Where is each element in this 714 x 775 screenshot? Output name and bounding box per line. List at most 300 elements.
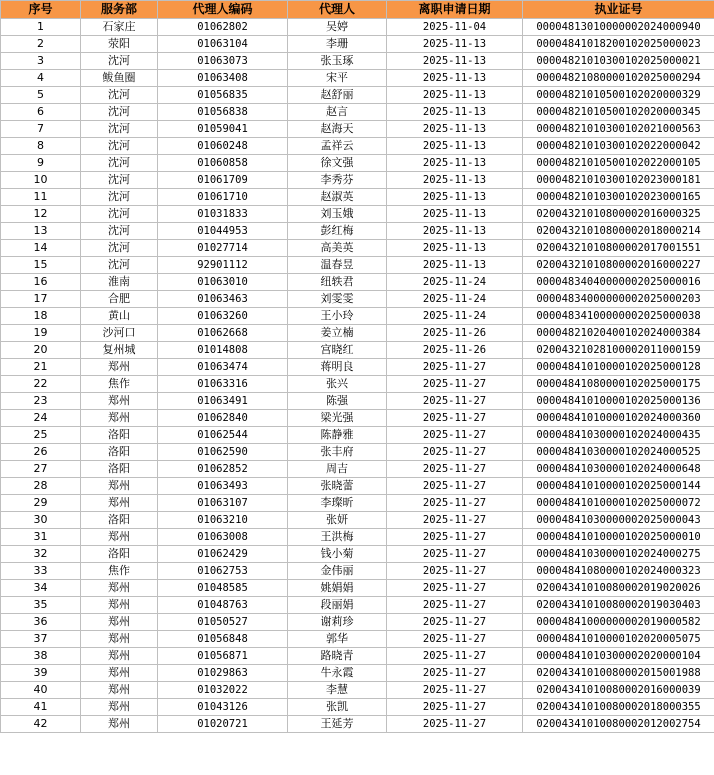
- table-row: [1, 699, 714, 716]
- cell-agent-name: 陈静雅: [288, 427, 387, 444]
- cell-service-dept: 郑州: [81, 580, 158, 597]
- cell-serial: 27: [1, 461, 81, 478]
- cell-agent-code: 01029863: [158, 665, 288, 682]
- cell-agent-code: 01062840: [158, 410, 288, 427]
- cell-agent-code: 01059041: [158, 121, 288, 138]
- cell-license-no: 02004321010800002016000227: [523, 257, 714, 274]
- cell-serial: 36: [1, 614, 81, 631]
- cell-agent-code: 01043126: [158, 699, 288, 716]
- table-row: [1, 19, 714, 36]
- cell-license-no: 00004821010300102023000181: [523, 172, 714, 189]
- cell-agent-code: 01062668: [158, 325, 288, 342]
- cell-resign-date: 2025-11-27: [387, 512, 523, 529]
- cell-service-dept: 郑州: [81, 597, 158, 614]
- table-row: [1, 325, 714, 342]
- cell-resign-date: 2025-11-13: [387, 189, 523, 206]
- cell-agent-code: 01063210: [158, 512, 288, 529]
- cell-agent-name: 张兴: [288, 376, 387, 393]
- cell-resign-date: 2025-11-27: [387, 648, 523, 665]
- cell-serial: 1: [1, 19, 81, 36]
- cell-agent-code: 01060858: [158, 155, 288, 172]
- cell-agent-code: 01063008: [158, 529, 288, 546]
- cell-license-no: 00004841010000102025000072: [523, 495, 714, 512]
- table-row: [1, 393, 714, 410]
- cell-license-no: 00004821010500102020000345: [523, 104, 714, 121]
- cell-license-no: 00004841010000102025000128: [523, 359, 714, 376]
- cell-license-no: 00004841010000102024000360: [523, 410, 714, 427]
- cell-license-no: 00004841030000102024000648: [523, 461, 714, 478]
- table-row: [1, 87, 714, 104]
- cell-serial: 18: [1, 308, 81, 325]
- cell-service-dept: 沈河: [81, 206, 158, 223]
- cell-service-dept: 石家庄: [81, 19, 158, 36]
- table-row: [1, 291, 714, 308]
- cell-serial: 37: [1, 631, 81, 648]
- cell-serial: 25: [1, 427, 81, 444]
- cell-serial: 13: [1, 223, 81, 240]
- table-row: [1, 138, 714, 155]
- cell-resign-date: 2025-11-13: [387, 206, 523, 223]
- table-row: [1, 563, 714, 580]
- table-row: [1, 461, 714, 478]
- cell-service-dept: 合肥: [81, 291, 158, 308]
- table-row: [1, 189, 714, 206]
- table-row: [1, 478, 714, 495]
- table-row: [1, 495, 714, 512]
- cell-service-dept: 沙河口: [81, 325, 158, 342]
- cell-agent-name: 张玉琢: [288, 53, 387, 70]
- cell-license-no: 00004841080000102024000323: [523, 563, 714, 580]
- cell-service-dept: 沈河: [81, 121, 158, 138]
- table-row: [1, 172, 714, 189]
- cell-license-no: 00004841018200102025000023: [523, 36, 714, 53]
- cell-serial: 33: [1, 563, 81, 580]
- cell-resign-date: 2025-11-27: [387, 682, 523, 699]
- table-row: [1, 546, 714, 563]
- cell-agent-code: 01056835: [158, 87, 288, 104]
- cell-resign-date: 2025-11-27: [387, 410, 523, 427]
- cell-agent-code: 01020721: [158, 716, 288, 733]
- cell-resign-date: 2025-11-27: [387, 529, 523, 546]
- cell-service-dept: 郑州: [81, 648, 158, 665]
- cell-serial: 2: [1, 36, 81, 53]
- table-row: [1, 444, 714, 461]
- cell-agent-name: 谢莉珍: [288, 614, 387, 631]
- cell-serial: 3: [1, 53, 81, 70]
- cell-serial: 41: [1, 699, 81, 716]
- table-row: [1, 580, 714, 597]
- cell-agent-name: 王小玲: [288, 308, 387, 325]
- cell-service-dept: 郑州: [81, 393, 158, 410]
- table-row: [1, 682, 714, 699]
- cell-service-dept: 焦作: [81, 376, 158, 393]
- cell-license-no: 02004321010800002018000214: [523, 223, 714, 240]
- cell-resign-date: 2025-11-13: [387, 70, 523, 87]
- cell-agent-code: 01061709: [158, 172, 288, 189]
- cell-service-dept: 淮南: [81, 274, 158, 291]
- cell-serial: 22: [1, 376, 81, 393]
- cell-license-no: 00004821010300102025000021: [523, 53, 714, 70]
- table-row: [1, 648, 714, 665]
- table-row: [1, 206, 714, 223]
- cell-serial: 16: [1, 274, 81, 291]
- cell-agent-code: 01063463: [158, 291, 288, 308]
- cell-serial: 19: [1, 325, 81, 342]
- cell-agent-code: 01050527: [158, 614, 288, 631]
- cell-agent-name: 刘玉娥: [288, 206, 387, 223]
- cell-license-no: 02004341010080002018000355: [523, 699, 714, 716]
- cell-service-dept: 郑州: [81, 682, 158, 699]
- cell-resign-date: 2025-11-27: [387, 614, 523, 631]
- cell-resign-date: 2025-11-24: [387, 291, 523, 308]
- cell-service-dept: 沈河: [81, 138, 158, 155]
- cell-resign-date: 2025-11-27: [387, 563, 523, 580]
- cell-agent-code: 01056848: [158, 631, 288, 648]
- cell-agent-name: 高美英: [288, 240, 387, 257]
- cell-service-dept: 洛阳: [81, 444, 158, 461]
- cell-service-dept: 沈河: [81, 155, 158, 172]
- cell-service-dept: 沈河: [81, 257, 158, 274]
- cell-agent-name: 赵淑英: [288, 189, 387, 206]
- table-row: [1, 427, 714, 444]
- cell-agent-code: 01062544: [158, 427, 288, 444]
- cell-resign-date: 2025-11-27: [387, 478, 523, 495]
- header-row: [1, 1, 714, 19]
- cell-license-no: 00004841010000102025000144: [523, 478, 714, 495]
- cell-resign-date: 2025-11-27: [387, 597, 523, 614]
- cell-license-no: 02004341010080002019020026: [523, 580, 714, 597]
- cell-serial: 20: [1, 342, 81, 359]
- cell-agent-name: 吴婷: [288, 19, 387, 36]
- cell-service-dept: 焦作: [81, 563, 158, 580]
- cell-agent-code: 01063316: [158, 376, 288, 393]
- header-resign-date: 离职申请日期: [387, 1, 523, 19]
- cell-service-dept: 荥阳: [81, 36, 158, 53]
- cell-serial: 15: [1, 257, 81, 274]
- cell-agent-code: 01063260: [158, 308, 288, 325]
- cell-agent-name: 刘雯雯: [288, 291, 387, 308]
- cell-serial: 9: [1, 155, 81, 172]
- cell-resign-date: 2025-11-13: [387, 223, 523, 240]
- cell-agent-code: 01044953: [158, 223, 288, 240]
- table-row: [1, 223, 714, 240]
- cell-agent-name: 张凯: [288, 699, 387, 716]
- cell-serial: 21: [1, 359, 81, 376]
- cell-serial: 39: [1, 665, 81, 682]
- table-row: [1, 529, 714, 546]
- cell-resign-date: 2025-11-26: [387, 325, 523, 342]
- cell-resign-date: 2025-11-13: [387, 121, 523, 138]
- cell-license-no: 02004341010080002019030403: [523, 597, 714, 614]
- cell-license-no: 00004841030000102024000525: [523, 444, 714, 461]
- cell-license-no: 02004321010800002016000325: [523, 206, 714, 223]
- table-body: [1, 19, 714, 733]
- cell-agent-code: 01063010: [158, 274, 288, 291]
- cell-agent-name: 张晓蕾: [288, 478, 387, 495]
- table-row: [1, 155, 714, 172]
- table-row: [1, 342, 714, 359]
- cell-license-no: 00004841010000102025000136: [523, 393, 714, 410]
- cell-resign-date: 2025-11-24: [387, 274, 523, 291]
- cell-agent-code: 01062429: [158, 546, 288, 563]
- cell-license-no: 00004834040000002025000016: [523, 274, 714, 291]
- cell-license-no: 00004834100000002025000038: [523, 308, 714, 325]
- cell-resign-date: 2025-11-27: [387, 359, 523, 376]
- cell-agent-code: 01048585: [158, 580, 288, 597]
- cell-resign-date: 2025-11-24: [387, 308, 523, 325]
- cell-resign-date: 2025-11-13: [387, 240, 523, 257]
- cell-service-dept: 洛阳: [81, 546, 158, 563]
- table-row: [1, 257, 714, 274]
- table-row: [1, 716, 714, 733]
- cell-agent-code: 01062753: [158, 563, 288, 580]
- cell-agent-code: 01063493: [158, 478, 288, 495]
- cell-license-no: 00004841010000102025000010: [523, 529, 714, 546]
- cell-serial: 5: [1, 87, 81, 104]
- cell-agent-code: 01031833: [158, 206, 288, 223]
- cell-service-dept: 郑州: [81, 529, 158, 546]
- cell-agent-code: 01014808: [158, 342, 288, 359]
- cell-agent-name: 宫晓红: [288, 342, 387, 359]
- header-service-dept: 服务部: [81, 1, 158, 19]
- cell-resign-date: 2025-11-27: [387, 716, 523, 733]
- table-row: [1, 376, 714, 393]
- cell-license-no: 00004821020400102024000384: [523, 325, 714, 342]
- cell-service-dept: 郑州: [81, 665, 158, 682]
- cell-service-dept: 洛阳: [81, 512, 158, 529]
- cell-agent-code: 01063491: [158, 393, 288, 410]
- cell-agent-code: 92901112: [158, 257, 288, 274]
- table-header: [1, 1, 714, 19]
- cell-resign-date: 2025-11-13: [387, 257, 523, 274]
- cell-resign-date: 2025-11-27: [387, 580, 523, 597]
- cell-license-no: 02004341010080002016000039: [523, 682, 714, 699]
- cell-agent-name: 钱小菊: [288, 546, 387, 563]
- cell-resign-date: 2025-11-13: [387, 155, 523, 172]
- cell-license-no: 00004821010300102023000165: [523, 189, 714, 206]
- cell-serial: 31: [1, 529, 81, 546]
- cell-service-dept: 郑州: [81, 699, 158, 716]
- cell-service-dept: 沈河: [81, 189, 158, 206]
- cell-agent-code: 01060248: [158, 138, 288, 155]
- cell-agent-name: 彭红梅: [288, 223, 387, 240]
- cell-agent-code: 01061710: [158, 189, 288, 206]
- table-row: [1, 665, 714, 682]
- cell-service-dept: 郑州: [81, 359, 158, 376]
- cell-resign-date: 2025-11-13: [387, 87, 523, 104]
- cell-serial: 34: [1, 580, 81, 597]
- cell-agent-name: 张妍: [288, 512, 387, 529]
- cell-license-no: 02004321028100002011000159: [523, 342, 714, 359]
- cell-license-no: 00004841030000002025000043: [523, 512, 714, 529]
- cell-service-dept: 郑州: [81, 495, 158, 512]
- cell-license-no: 00004834000000002025000203: [523, 291, 714, 308]
- cell-resign-date: 2025-11-13: [387, 36, 523, 53]
- cell-service-dept: 郑州: [81, 614, 158, 631]
- cell-agent-name: 郭华: [288, 631, 387, 648]
- table-row: [1, 36, 714, 53]
- cell-license-no: 00004821010500102020000329: [523, 87, 714, 104]
- cell-agent-code: 01032022: [158, 682, 288, 699]
- cell-agent-code: 01027714: [158, 240, 288, 257]
- cell-resign-date: 2025-11-27: [387, 665, 523, 682]
- table-row: [1, 614, 714, 631]
- cell-license-no: 00004841010000102020005075: [523, 631, 714, 648]
- table-row: [1, 274, 714, 291]
- cell-license-no: 00004821010300102022000042: [523, 138, 714, 155]
- cell-agent-code: 01062852: [158, 461, 288, 478]
- cell-agent-name: 蒋明良: [288, 359, 387, 376]
- cell-agent-code: 01056871: [158, 648, 288, 665]
- cell-serial: 17: [1, 291, 81, 308]
- cell-license-no: 00004821010500102022000105: [523, 155, 714, 172]
- table-row: [1, 512, 714, 529]
- cell-serial: 14: [1, 240, 81, 257]
- header-license-no: 执业证号: [523, 1, 714, 19]
- cell-agent-name: 梁光强: [288, 410, 387, 427]
- cell-license-no: 00004821080000102025000294: [523, 70, 714, 87]
- cell-agent-name: 赵言: [288, 104, 387, 121]
- cell-license-no: 00004841080000102025000175: [523, 376, 714, 393]
- cell-service-dept: 郑州: [81, 478, 158, 495]
- cell-resign-date: 2025-11-27: [387, 546, 523, 563]
- cell-agent-code: 01062802: [158, 19, 288, 36]
- cell-resign-date: 2025-11-27: [387, 393, 523, 410]
- cell-serial: 32: [1, 546, 81, 563]
- cell-serial: 38: [1, 648, 81, 665]
- table-row: [1, 240, 714, 257]
- cell-agent-name: 王洪梅: [288, 529, 387, 546]
- cell-license-no: 00004821010300102021000563: [523, 121, 714, 138]
- table-row: [1, 631, 714, 648]
- cell-agent-name: 李秀芬: [288, 172, 387, 189]
- cell-agent-name: 牛永霞: [288, 665, 387, 682]
- table-row: [1, 359, 714, 376]
- table-row: [1, 308, 714, 325]
- cell-serial: 12: [1, 206, 81, 223]
- cell-agent-name: 王延芳: [288, 716, 387, 733]
- cell-agent-code: 01063073: [158, 53, 288, 70]
- cell-resign-date: 2025-11-13: [387, 104, 523, 121]
- cell-resign-date: 2025-11-27: [387, 699, 523, 716]
- cell-serial: 23: [1, 393, 81, 410]
- cell-agent-code: 01063104: [158, 36, 288, 53]
- cell-license-no: 00004841030000102024000275: [523, 546, 714, 563]
- cell-resign-date: 2025-11-27: [387, 444, 523, 461]
- cell-agent-name: 纽轶君: [288, 274, 387, 291]
- cell-agent-name: 宋平: [288, 70, 387, 87]
- cell-serial: 30: [1, 512, 81, 529]
- cell-service-dept: 沈河: [81, 104, 158, 121]
- cell-service-dept: 沈河: [81, 223, 158, 240]
- cell-serial: 4: [1, 70, 81, 87]
- cell-agent-code: 01063408: [158, 70, 288, 87]
- cell-service-dept: 黄山: [81, 308, 158, 325]
- cell-agent-name: 赵舒丽: [288, 87, 387, 104]
- cell-serial: 11: [1, 189, 81, 206]
- cell-license-no: 02004341010080002012002754: [523, 716, 714, 733]
- cell-license-no: 00004841010300002020000104: [523, 648, 714, 665]
- cell-agent-name: 路晓青: [288, 648, 387, 665]
- cell-serial: 7: [1, 121, 81, 138]
- cell-license-no: 00004813010000002024000940: [523, 19, 714, 36]
- cell-service-dept: 洛阳: [81, 461, 158, 478]
- cell-agent-code: 01048763: [158, 597, 288, 614]
- cell-serial: 35: [1, 597, 81, 614]
- cell-serial: 42: [1, 716, 81, 733]
- cell-agent-code: 01063107: [158, 495, 288, 512]
- cell-serial: 6: [1, 104, 81, 121]
- table-row: [1, 410, 714, 427]
- cell-serial: 26: [1, 444, 81, 461]
- cell-serial: 24: [1, 410, 81, 427]
- cell-resign-date: 2025-11-04: [387, 19, 523, 36]
- cell-agent-name: 姜立楠: [288, 325, 387, 342]
- cell-serial: 10: [1, 172, 81, 189]
- cell-serial: 28: [1, 478, 81, 495]
- header-serial: 序号: [1, 1, 81, 19]
- cell-service-dept: 沈河: [81, 87, 158, 104]
- cell-agent-name: 张丰府: [288, 444, 387, 461]
- cell-service-dept: 郑州: [81, 631, 158, 648]
- cell-resign-date: 2025-11-13: [387, 53, 523, 70]
- table-row: [1, 121, 714, 138]
- cell-agent-name: 陈强: [288, 393, 387, 410]
- cell-service-dept: 鲅鱼圈: [81, 70, 158, 87]
- cell-agent-name: 姚娟娟: [288, 580, 387, 597]
- cell-agent-code: 01056838: [158, 104, 288, 121]
- table-row: [1, 597, 714, 614]
- cell-service-dept: 复州城: [81, 342, 158, 359]
- cell-agent-name: 金伟丽: [288, 563, 387, 580]
- cell-serial: 40: [1, 682, 81, 699]
- cell-license-no: 00004841000000002019000582: [523, 614, 714, 631]
- cell-resign-date: 2025-11-27: [387, 376, 523, 393]
- cell-service-dept: 沈河: [81, 53, 158, 70]
- table-row: [1, 104, 714, 121]
- cell-agent-code: 01062590: [158, 444, 288, 461]
- cell-resign-date: 2025-11-13: [387, 172, 523, 189]
- cell-service-dept: 沈河: [81, 240, 158, 257]
- cell-resign-date: 2025-11-27: [387, 427, 523, 444]
- cell-serial: 8: [1, 138, 81, 155]
- cell-resign-date: 2025-11-13: [387, 138, 523, 155]
- cell-agent-name: 周吉: [288, 461, 387, 478]
- table-row: [1, 53, 714, 70]
- cell-agent-code: 01063474: [158, 359, 288, 376]
- cell-license-no: 02004321010800002017001551: [523, 240, 714, 257]
- header-agent-code: 代理人编码: [158, 1, 288, 19]
- cell-resign-date: 2025-11-27: [387, 495, 523, 512]
- cell-resign-date: 2025-11-26: [387, 342, 523, 359]
- cell-agent-name: 孟祥云: [288, 138, 387, 155]
- cell-agent-name: 温春昱: [288, 257, 387, 274]
- header-agent-name: 代理人: [288, 1, 387, 19]
- cell-agent-name: 赵海天: [288, 121, 387, 138]
- cell-agent-name: 徐文强: [288, 155, 387, 172]
- cell-service-dept: 洛阳: [81, 427, 158, 444]
- cell-service-dept: 郑州: [81, 410, 158, 427]
- cell-license-no: 00004841030000102024000435: [523, 427, 714, 444]
- cell-resign-date: 2025-11-27: [387, 631, 523, 648]
- cell-agent-name: 李珊: [288, 36, 387, 53]
- cell-agent-name: 李慧: [288, 682, 387, 699]
- cell-agent-name: 李璨昕: [288, 495, 387, 512]
- cell-license-no: 02004341010080002015001988: [523, 665, 714, 682]
- cell-service-dept: 郑州: [81, 716, 158, 733]
- cell-serial: 29: [1, 495, 81, 512]
- cell-agent-name: 段丽娟: [288, 597, 387, 614]
